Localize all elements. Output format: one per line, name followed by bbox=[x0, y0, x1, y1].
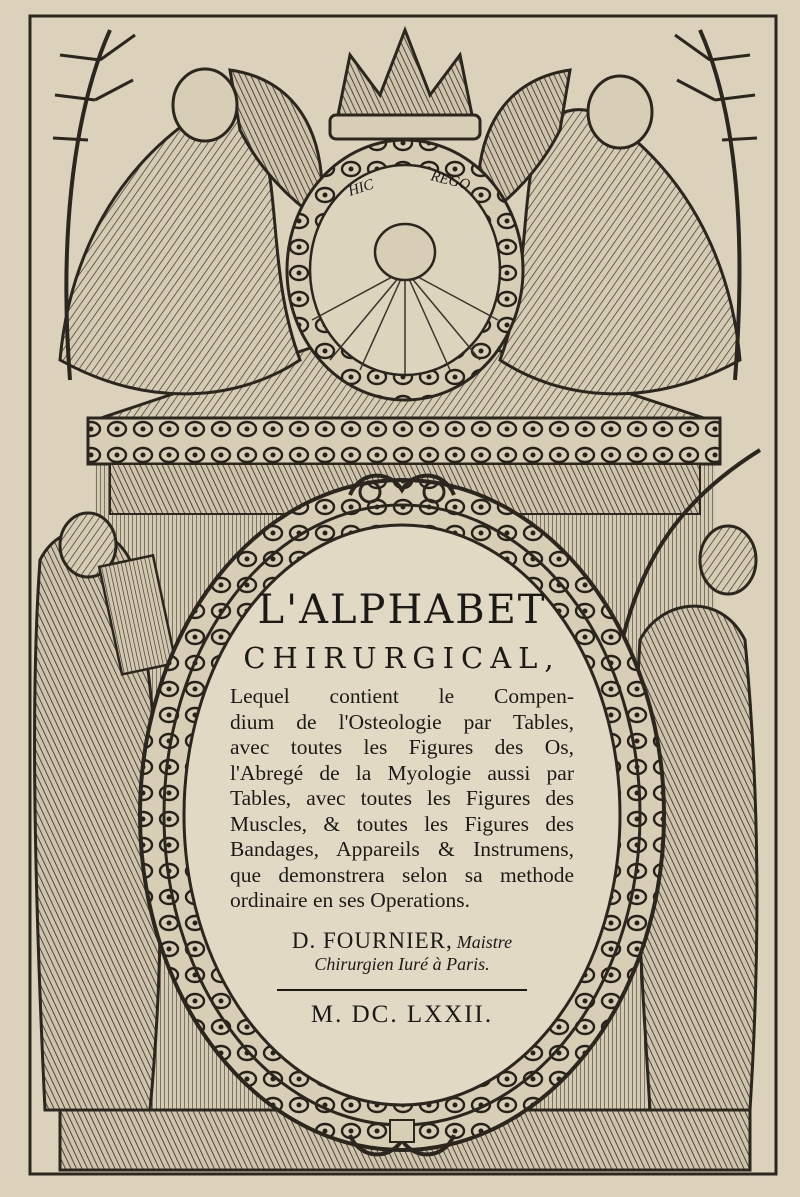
description-line: dium de l'Osteologie par Tables, bbox=[230, 709, 574, 734]
description-line: Tables, avec toutes les Figures des bbox=[230, 786, 574, 810]
description-line: l'Abregé de la Myologie aussi par bbox=[230, 760, 574, 785]
author-title-1: Maistre bbox=[456, 931, 513, 952]
motto-right: REGO bbox=[429, 168, 472, 194]
description-line: Bandages, Appareils & Instrumens, bbox=[230, 837, 574, 861]
description-line: ordinaire en ses Operations. bbox=[230, 888, 471, 912]
divider-rule bbox=[277, 989, 527, 991]
description-line: que demonstrera selon sa methode bbox=[230, 862, 574, 887]
motto-left: HIC bbox=[346, 176, 376, 200]
description-line: Lequel contient le Compen- bbox=[230, 684, 574, 708]
author-block bbox=[222, 928, 582, 975]
sun-medallion bbox=[287, 140, 523, 400]
title-line-2: CHIRURGICAL, bbox=[243, 641, 561, 675]
author-title-2: Chirurgien Iuré à Paris. bbox=[314, 953, 490, 974]
author-name: D. FOURNIER, bbox=[291, 927, 453, 953]
title-line-1: L'ALPHABET bbox=[257, 587, 547, 633]
cornice bbox=[88, 418, 720, 464]
description-line: avec toutes les Figures des Os, bbox=[230, 735, 574, 759]
description-paragraph bbox=[230, 684, 574, 914]
crown-emblem bbox=[330, 30, 480, 139]
publication-date: M. DC. LXXII. bbox=[310, 1000, 494, 1028]
left-angel-figure bbox=[60, 69, 322, 394]
description-line: Muscles, & toutes les Figures des bbox=[230, 811, 574, 836]
title-cartouche-text bbox=[222, 586, 582, 1029]
